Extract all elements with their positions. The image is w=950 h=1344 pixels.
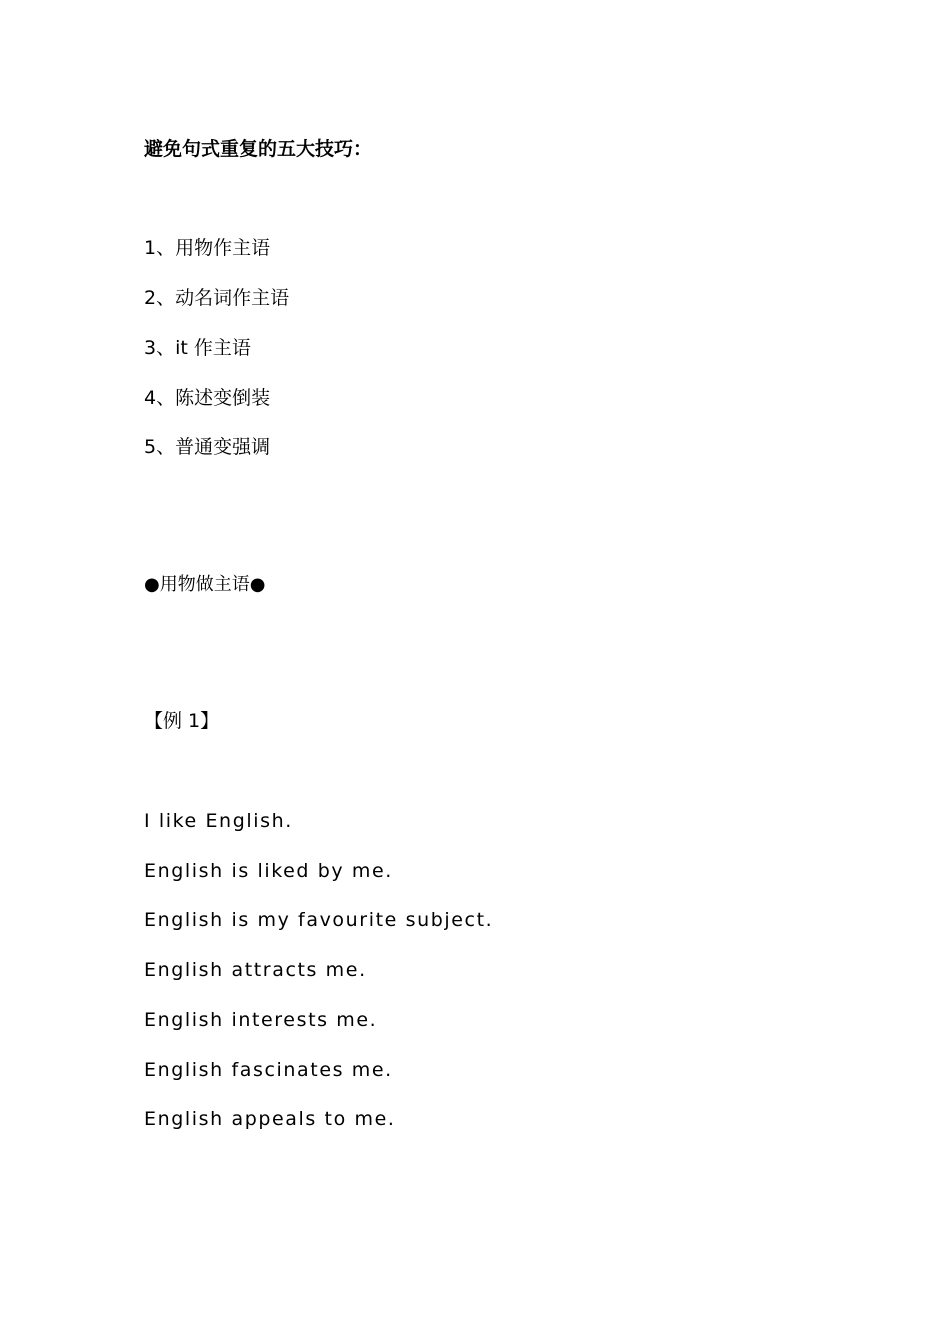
section-heading: ●用物做主语● (144, 574, 266, 595)
tip-item-5: 5、普通变强调 (144, 436, 271, 458)
tip-item-4: 4、陈述变倒装 (144, 387, 271, 409)
example-sentence-5: English interests me. (144, 1009, 378, 1031)
example-sentence-2: English is liked by me. (144, 860, 393, 882)
document-title: 避免句式重复的五大技巧： (144, 138, 373, 160)
tip-item-1: 1、用物作主语 (144, 237, 271, 259)
tip-item-3: 3、it 作主语 (144, 337, 251, 359)
example-sentence-3: English is my favourite subject. (144, 909, 494, 931)
example-sentence-4: English attracts me. (144, 959, 367, 981)
example-label: 【例 1】 (144, 710, 220, 732)
example-sentence-1: I like English. (144, 810, 293, 832)
example-sentence-7: English appeals to me. (144, 1108, 396, 1130)
example-sentence-6: English fascinates me. (144, 1059, 393, 1081)
tip-item-2: 2、动名词作主语 (144, 287, 290, 309)
